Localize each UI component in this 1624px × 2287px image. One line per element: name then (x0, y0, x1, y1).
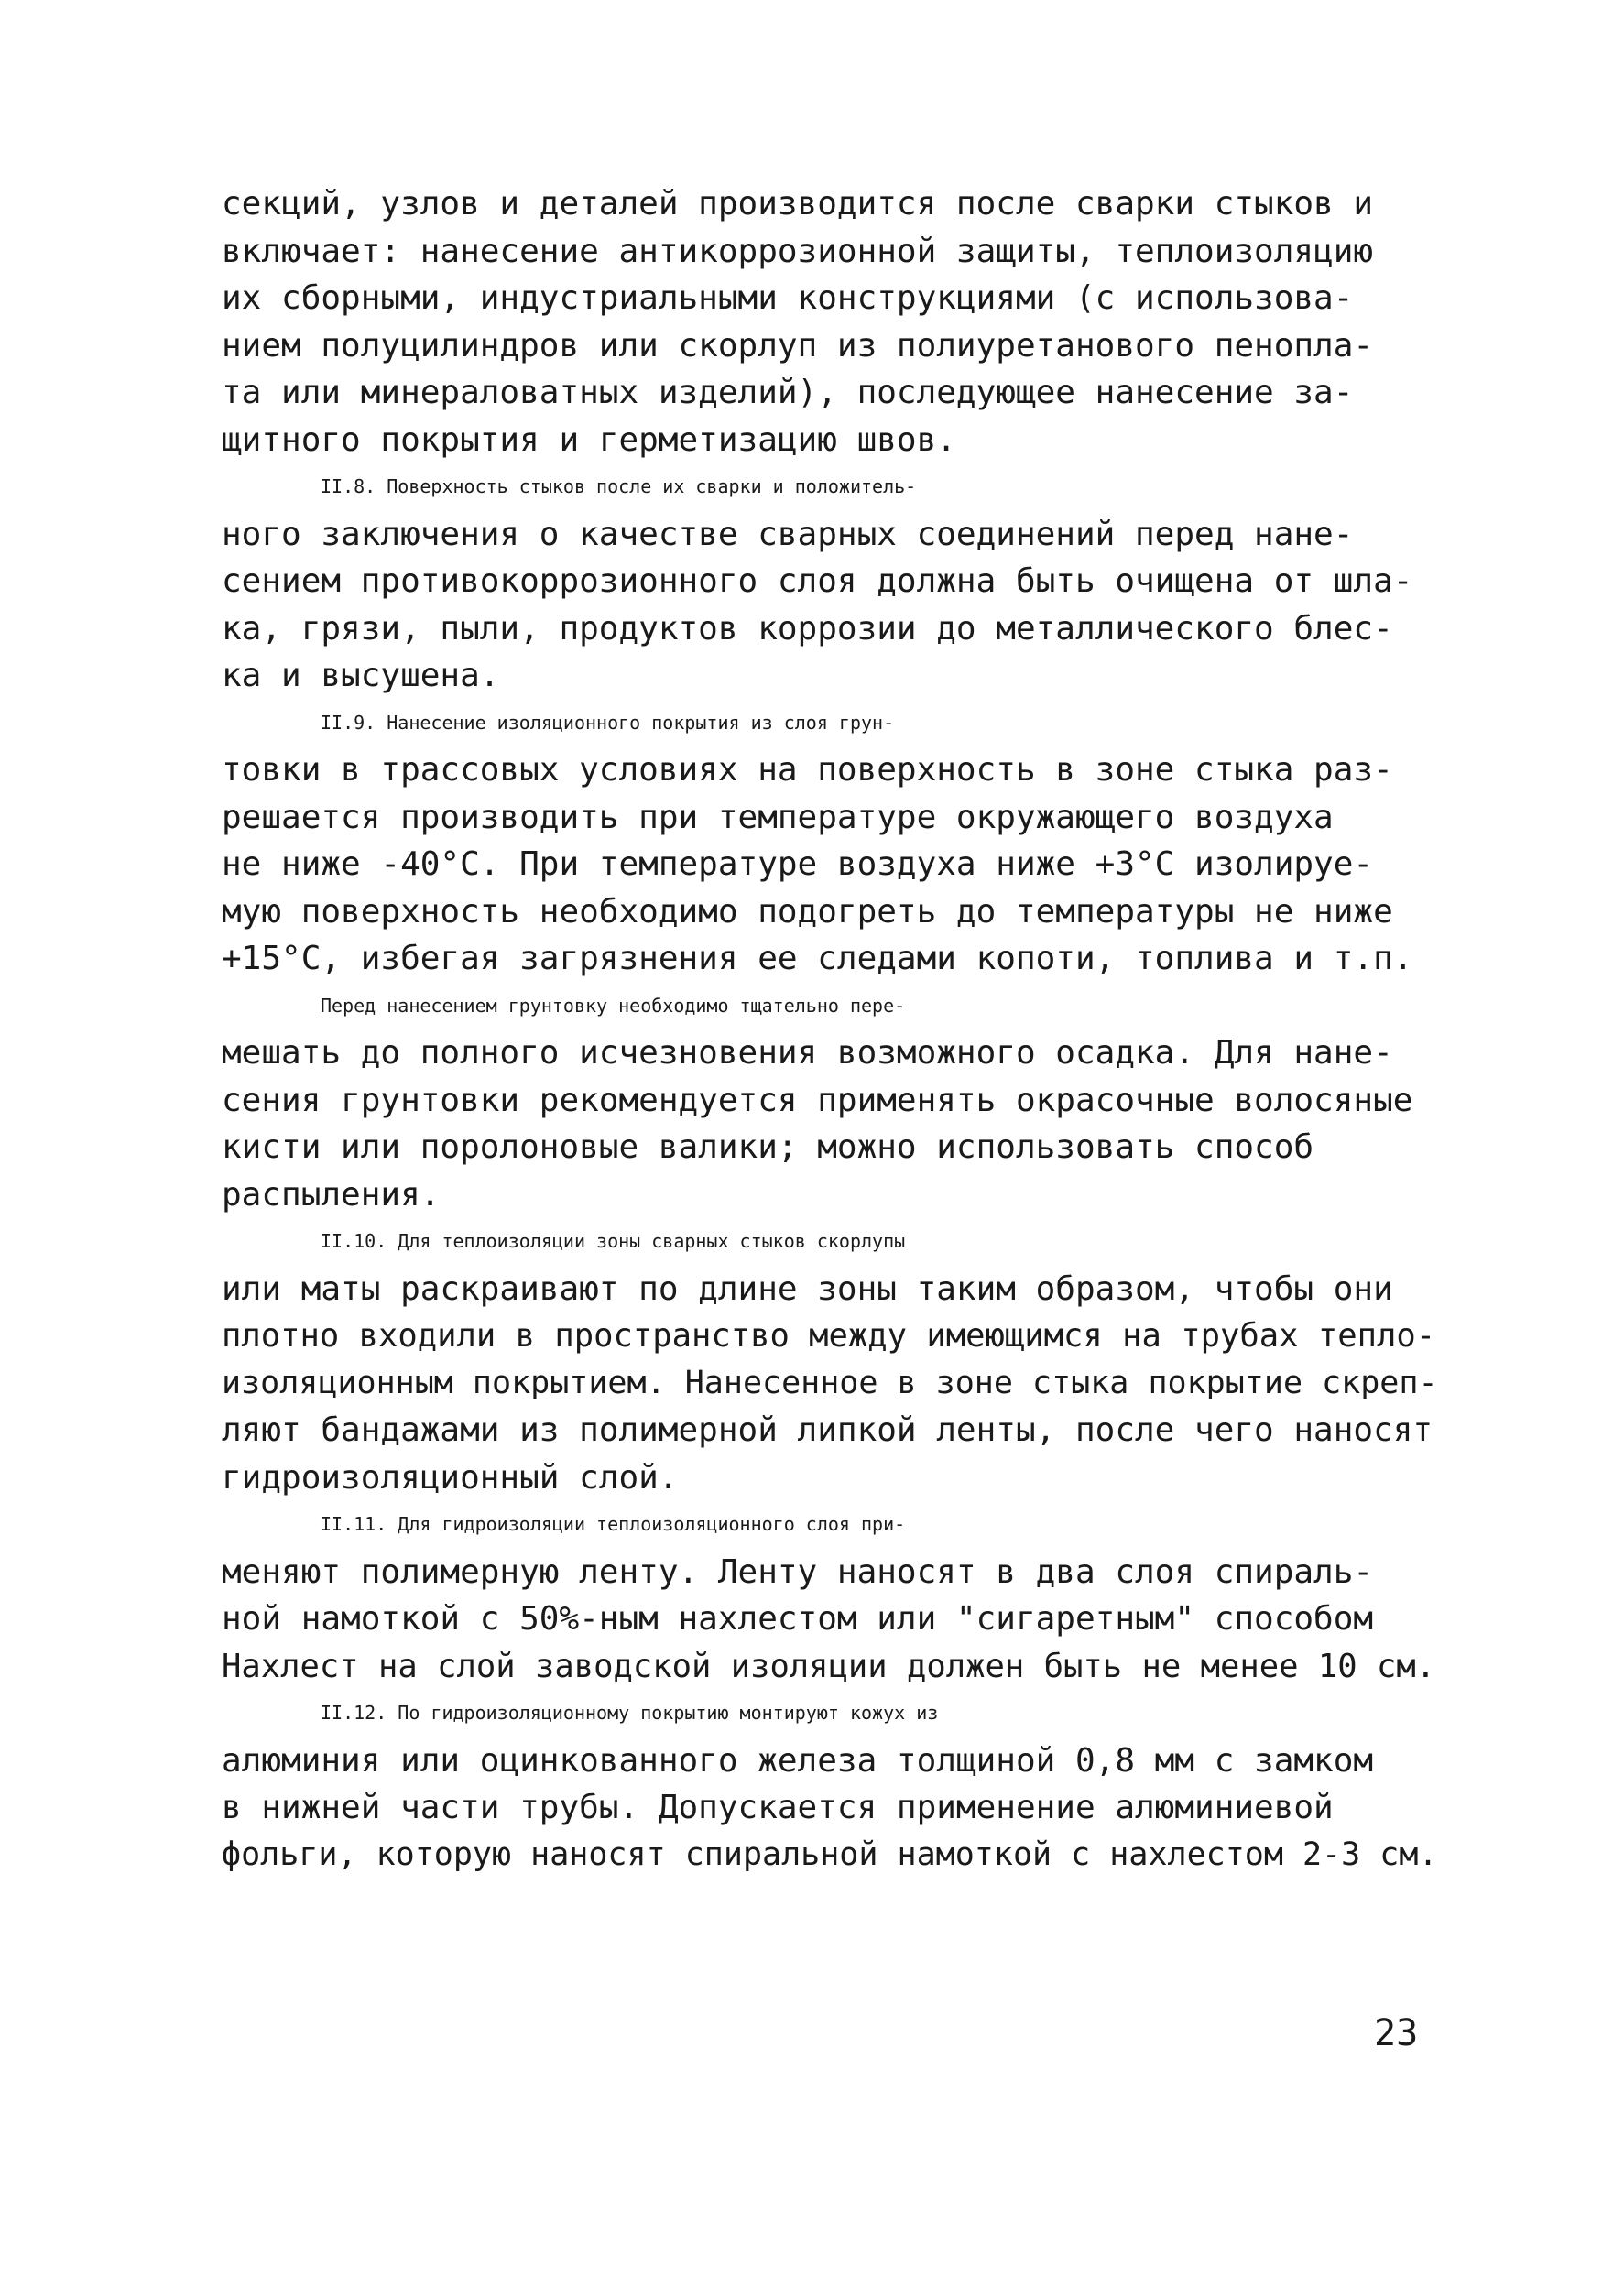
text-line: сением противокоррозионного слоя должна быть очищена от шла- (222, 562, 1413, 600)
text-line: II.10. Для теплоизоляции зоны сварных стыков скорлупы (321, 1230, 906, 1252)
text-line: гидроизоляционный слой. (222, 1458, 679, 1497)
text-line: алюминия или оцинкованного железа толщиной 0,8 мм с замком (222, 1741, 1374, 1780)
text-line: нием полуцилиндров или скорлуп из полиуретанового пенопла- (222, 326, 1374, 365)
text-line: не ниже -40°С. При температуре воздуха ниже +3°С изолируе- (222, 845, 1374, 883)
text-line: та или минераловатных изделий), последующее нанесение за- (222, 374, 1354, 411)
text-line: II.9. Нанесение изоляционного покрытия из слоя грун- (321, 711, 895, 734)
text-line: сения грунтовки рекомендуется применять окрасочные волосяные (222, 1081, 1413, 1119)
text-line: плотно входили в пространство между имеющимся на трубах тепло- (222, 1317, 1436, 1355)
text-line: в нижней части трубы. Допускается применение алюминиевой (222, 1789, 1334, 1826)
text-line: +15°С, избегая загрязнения ее следами копоти, топлива и т.п. (222, 940, 1413, 977)
text-line: ной намоткой с 50%-ным нахлестом или "сигаретным" способом (222, 1600, 1374, 1638)
text-line: II.11. Для гидроизоляции теплоизоляционного слоя при- (321, 1513, 906, 1535)
text-line: секций, узлов и деталей производится после сварки стыков и (222, 185, 1374, 223)
body-text (222, 180, 1449, 1879)
text-line: мешать до полного исчезновения возможного осадка. Для нане- (222, 1034, 1393, 1072)
text-line: ного заключения о качестве сварных соединений перед нане- (222, 515, 1354, 553)
text-line: кисти или поролоновые валики; можно использовать способ (222, 1128, 1314, 1166)
text-line: ляют бандажами из полимерной липкой ленты, после чего наносят (222, 1411, 1433, 1449)
text-line: фольги, которую наносят спиральной намоткой с нахлестом 2-3 см. (222, 1835, 1438, 1873)
text-line: решается производить при температуре окружающего воздуха (222, 798, 1334, 836)
text-line: включает: нанесение антикоррозионной защиты, теплоизоляцию (222, 232, 1374, 270)
page-number: 23 (1374, 2012, 1419, 2054)
text-line: их сборными, индустриальными конструкциями (с использова- (222, 279, 1354, 317)
text-line: ка, грязи, пыли, продуктов коррозии до металлического блес- (222, 609, 1393, 648)
text-line: распыления. (222, 1175, 441, 1214)
text-line: товки в трассовых условиях на поверхность в зоне стыка раз- (222, 751, 1393, 789)
text-line: меняют полимерную ленту. Ленту наносят в два слоя спираль- (222, 1552, 1374, 1591)
text-line: II.12. По гидроизоляционному покрытию монтируют кожух из (321, 1702, 939, 1724)
text-line: щитного покрытия и герметизацию швов. (222, 420, 956, 459)
text-line: Перед нанесением грунтовку необходимо тщательно пере- (321, 994, 906, 1017)
text-line: Нахлест на слой заводской изоляции должен быть не менее 10 см. (222, 1647, 1436, 1685)
text-line: II.8. Поверхность стыков после их сварки и положитель- (321, 475, 917, 497)
text-line: изоляционным покрытием. Нанесенное в зоне стыка покрытие скреп- (222, 1364, 1438, 1401)
text-line: или маты раскраивают по длине зоны таким образом, чтобы они (222, 1269, 1393, 1308)
text-line: ка и высушена. (222, 657, 500, 694)
text-line: мую поверхность необходимо подогреть до температуры не ниже (222, 892, 1393, 931)
